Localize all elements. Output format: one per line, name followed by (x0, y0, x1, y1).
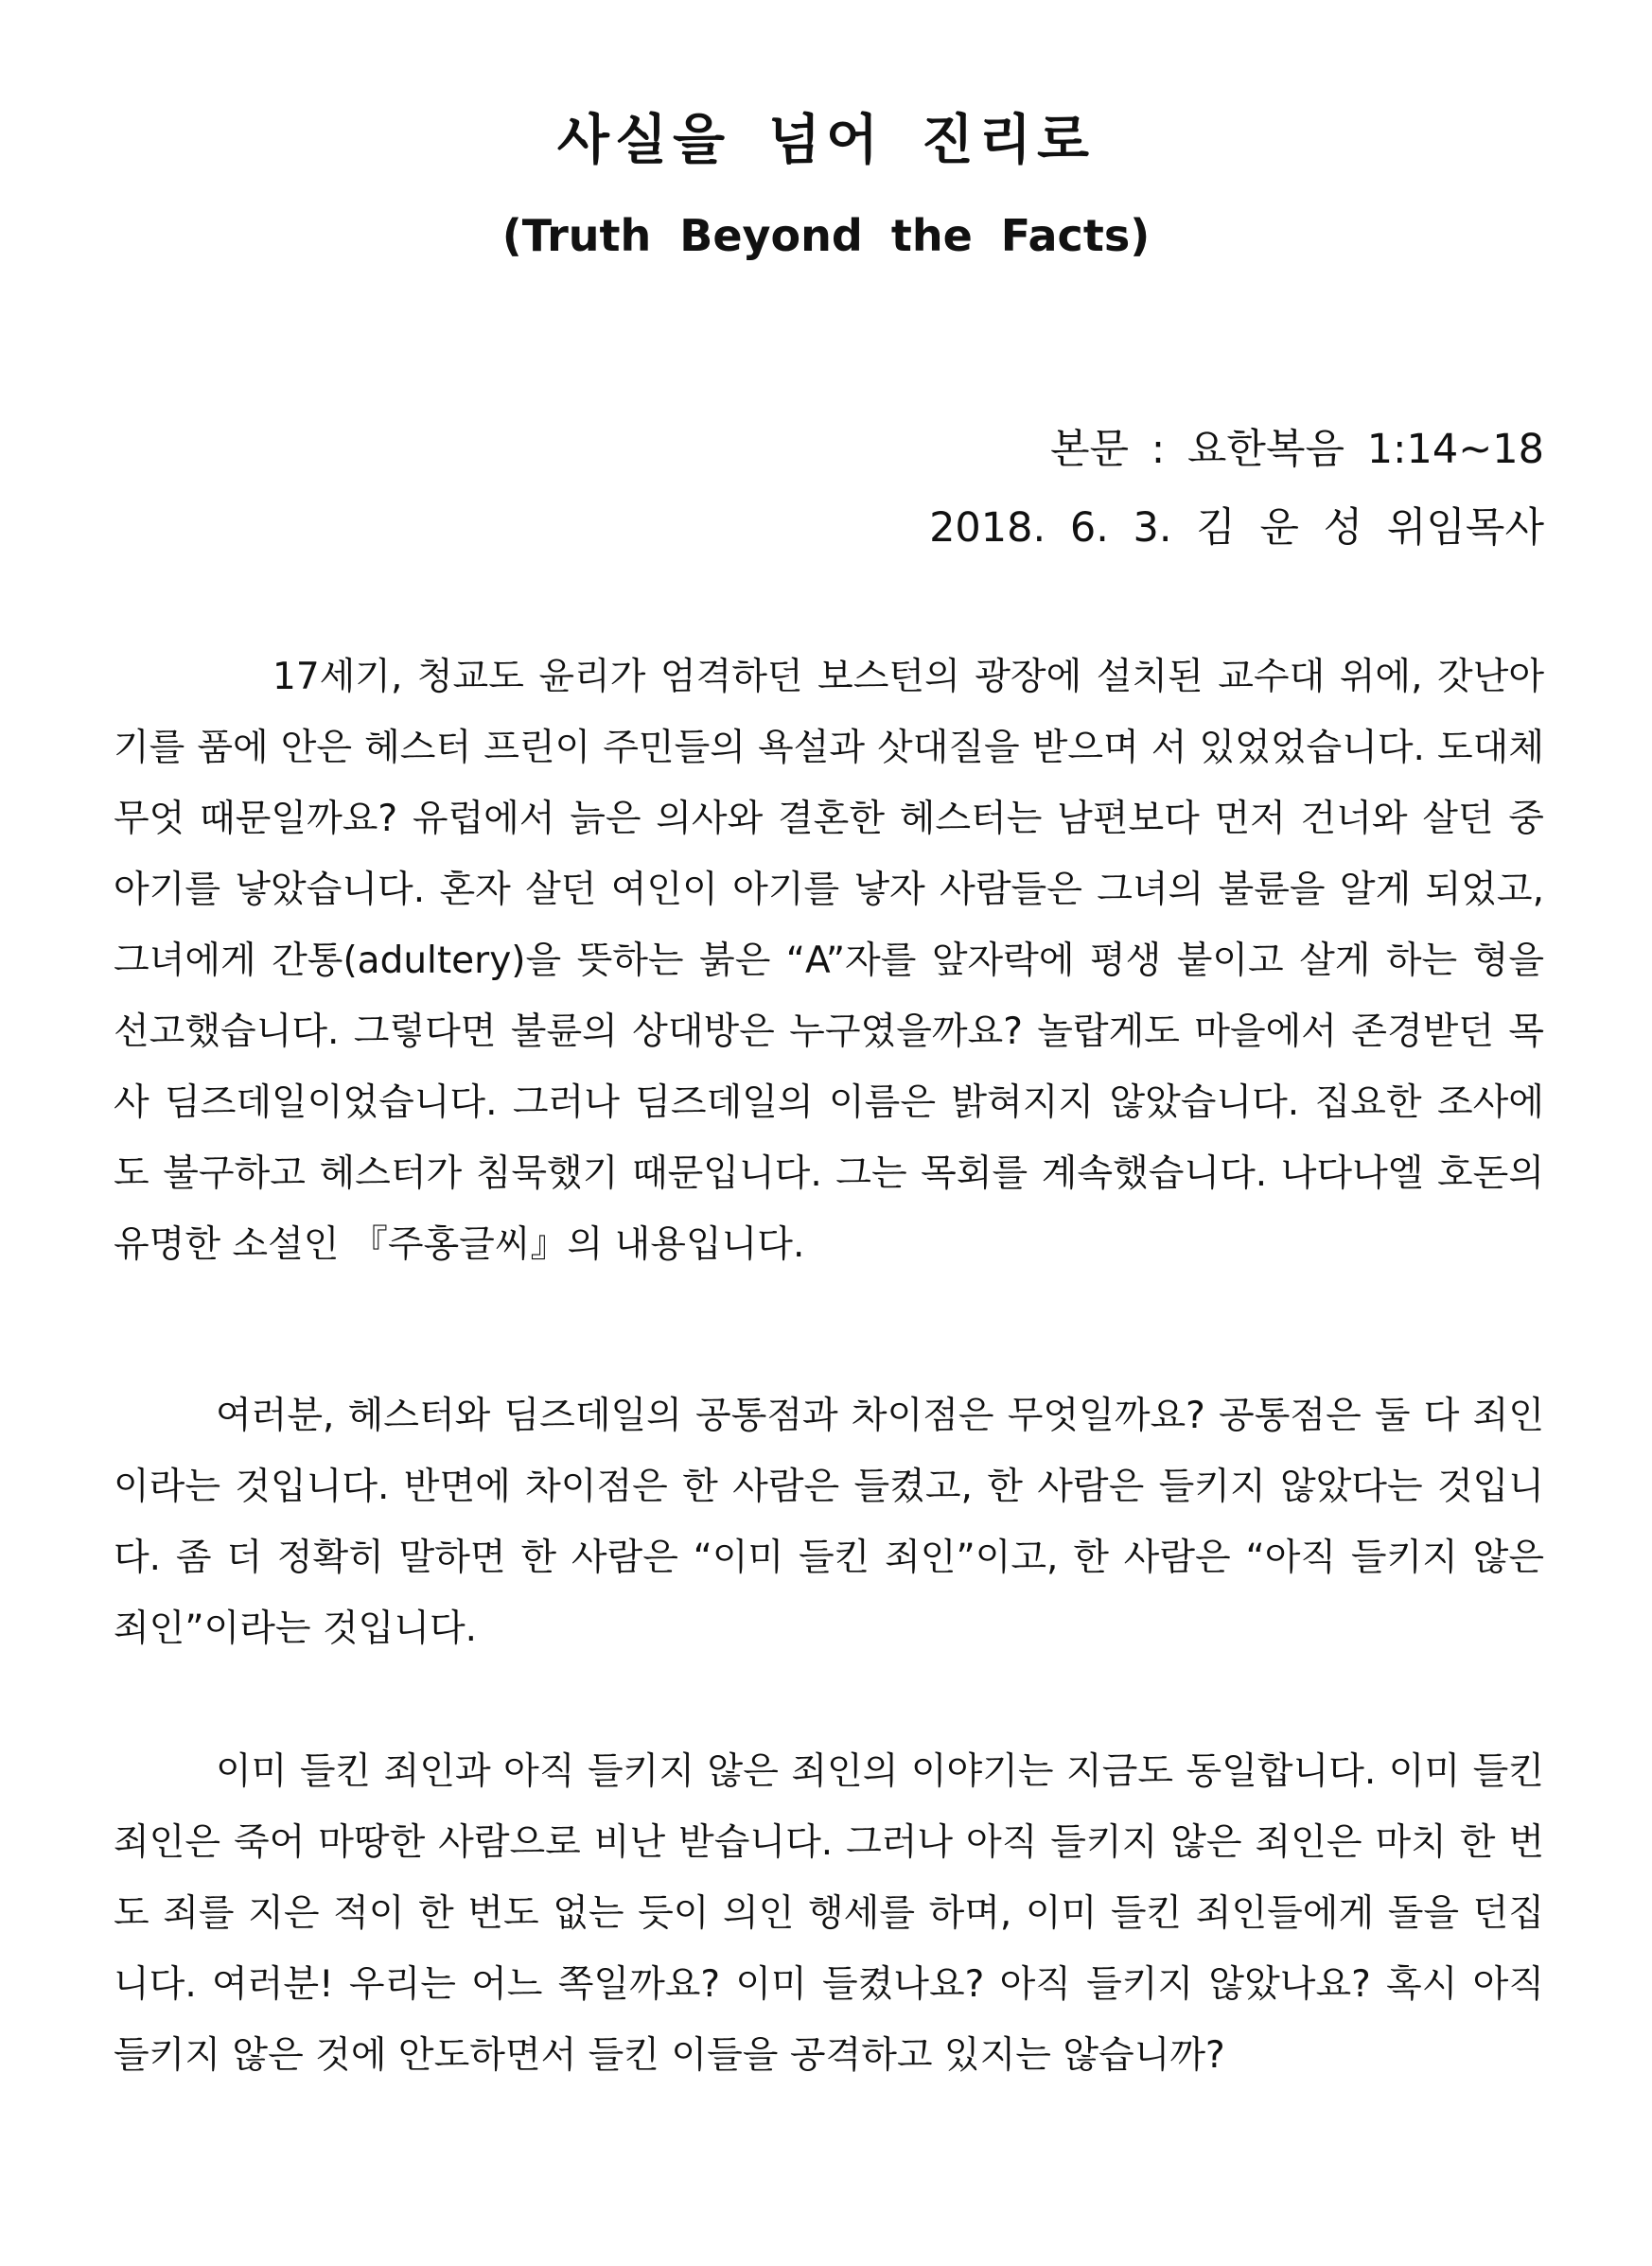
scripture-reference: 본문 : 요한복음 1:14~18 (1049, 426, 1544, 473)
body-paragraph-3: 이미 들킨 죄인과 아직 들키지 않은 죄인의 이야기는 지금도 동일합니다. 이미 들킨 죄인은 죽어 마땅한 사람으로 비난 받습니다. 그러나 아직 들키지 않은 죄인은 마치 한 번도 죄를 지은 적이 한 번도 없는 듯이 의인 행세를 하며, 이미 들킨 죄인들에게 돌을 던집니다. 여러분! 우리는 어느 쪽일까요? 이미 들켰나요? 아직 들키지 않았나요? 혹시 아직 들키지 않은 것에 안도하면서 들킨 이들을 공격하고 있지는 않습니까? (114, 1750, 1544, 2077)
sermon-subtitle: (Truth Beyond the Facts) (501, 210, 1151, 261)
body-paragraph-2: 여러분, 헤스터와 딤즈데일의 공통점과 차이점은 무엇일까요? 공통점은 둘 다 죄인이라는 것입니다. 반면에 차이점은 한 사람은 들켰고, 한 사람은 들키지 않았다는 것입니다. 좀 더 정확히 말하면 한 사람은 “이미 들킨 죄인”이고, 한 사람은 “아직 들키지 않은 죄인”이라는 것입니다. (114, 1395, 1544, 1650)
sermon-title: 사실을 넘어 진리로 (556, 109, 1096, 171)
body-paragraph-1: 17세기, 청교도 윤리가 엄격하던 보스턴의 광장에 설치된 교수대 위에, 갓난아기를 품에 안은 헤스터 프린이 주민들의 욕설과 삿대질을 받으며 서 있었었습니다. 도대체 무엇 때문일까요? 유럽에서 늙은 의사와 결혼한 헤스터는 남편보다 먼저 건너와 살던 중 아기를 낳았습니다. 혼자 살던 여인이 아기를 낳자 사람들은 그녀의 불륜을 알게 되었고, 그녀에게 간통(adultery)을 뜻하는 붉은 “A”자를 앞자락에 평생 붙이고 살게 하는 형을 선고했습니다. 그렇다면 불륜의 상대방은 누구였을까요? 놀랍게도 마을에서 존경받던 목사 딤즈데일이었습니다. 그러나 딤즈데일의 이름은 밝혀지지 않았습니다. 집요한 조사에도 불구하고 헤스터가 침묵했기 때문입니다. 그는 목회를 계속했습니다. 나다나엘 호돈의 유명한 소설인 『주홍글씨』의 내용입니다. (114, 656, 1544, 1266)
date-and-preacher: 2018. 6. 3. 김 운 성 위임목사 (929, 504, 1544, 552)
